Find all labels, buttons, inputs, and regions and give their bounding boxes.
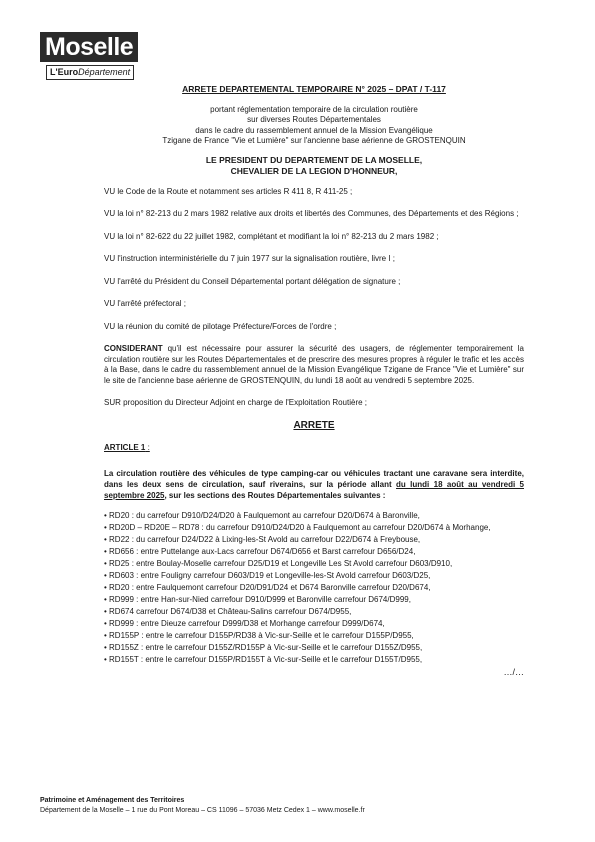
list-item: • RD656 : entre Puttelange aux-Lacs carrefour D674/D656 et Barst carrefour D656/D24,: [104, 546, 416, 556]
logo-tagline: [46, 65, 134, 80]
vu-clause: VU la loi n° 82-213 du 2 mars 1982 relative aux droits et libertés des Communes, des Départements et des Régions ;: [104, 209, 519, 218]
considerant-label: CONSIDERANT: [104, 344, 163, 353]
president-line: CHEVALIER DE LA LEGION D'HONNEUR,: [230, 165, 398, 176]
article-heading: [104, 443, 524, 454]
vu-clause: VU l'arrêté préfectoral ;: [104, 299, 187, 308]
subject-line: portant réglementation temporaire de la circulation routière: [210, 104, 418, 114]
sur-clause: SUR proposition du Directeur Adjoint en charge de l'Exploitation Routière ;: [104, 398, 368, 407]
article-rule: [104, 468, 524, 501]
vu-clause: VU l'instruction interministérielle du 7 juin 1977 sur la signalisation routière, livre I ;: [104, 254, 395, 263]
article-colon: :: [145, 443, 150, 452]
list-item: • RD20 : du carrefour D910/D24/D20 à Faulquemont au carrefour D20/D674 à Baronville,: [104, 510, 420, 520]
document-body: [104, 84, 524, 678]
list-item: • RD25 : entre Boulay-Moselle carrefour D25/D19 et Longeville Les St Avold carrefour D603/D910,: [104, 558, 453, 568]
president-line: LE PRESIDENT DU DEPARTEMENT DE LA MOSELLE,: [205, 154, 423, 165]
list-item: • RD20D – RD20E – RD78 : du carrefour D910/D24/D20 à Faulquemont au carrefour D20/D674 à Morhange,: [104, 522, 491, 532]
document-subject: [104, 105, 524, 147]
list-item: • RD999 : entre Han-sur-Nied carrefour D910/D999 et Baronville carrefour D674/D999,: [104, 594, 411, 604]
list-item: • RD999 : entre Dieuze carrefour D999/D38 et Morhange carrefour D999/D674,: [104, 618, 385, 628]
rule-text-end: , sur les sections des Routes Départementales suivantes :: [164, 490, 386, 500]
subject-line: Tzigane de France "Vie et Lumière" sur l'ancienne base aérienne de GROSTENQUIN: [162, 136, 466, 145]
document-title: ARRETE DEPARTEMENTAL TEMPORAIRE N° 2025 – DPAT / T-117: [182, 84, 446, 94]
considerant-clause: [104, 344, 524, 386]
logo-tagline-suffix: Département: [78, 67, 131, 77]
footer-service: Patrimoine et Aménagement des Territoires: [40, 797, 185, 804]
logo-wordmark: Moselle: [40, 32, 138, 62]
vu-clause: VU la réunion du comité de pilotage Préfecture/Forces de l'ordre ;: [104, 321, 337, 331]
list-item: • RD674 carrefour D674/D38 et Château-Salins carrefour D674/D955,: [104, 606, 352, 616]
road-section-list: [104, 511, 524, 666]
vu-clause: VU la loi n° 82-622 du 22 juillet 1982, complétant et modifiant la loi n° 82-213 du 2 mars 1982 ;: [104, 231, 439, 241]
logo-tagline-prefix: L'Euro: [50, 67, 79, 77]
department-logo: [40, 32, 144, 80]
article-label: ARTICLE 1: [104, 443, 146, 452]
subject-line: dans le cadre du rassemblement annuel de la Mission Evangélique: [195, 125, 433, 135]
vu-clause: VU le Code de la Route et notamment ses articles R 411 8, R 411-25 ;: [104, 186, 353, 196]
rule-text-start: La circulation routière des véhicules de type camping-car ou véhicules tractant une caravane sera interdite, dans les deux sens de circulation, sauf riverains, sur la période allant: [104, 468, 524, 489]
page-footer: [40, 796, 365, 816]
considerant-text: qu'il est nécessaire pour assurer la sécurité des usagers, de réglementer temporairement la circulation routière sur les Routes Départementales et de prescrire des mesures propres à réguler le trafic et les accès à la Base, dans le cadre du rassemblement annuel de la Mission Evangélique Tzigane de France "Vie et Lumière" sur le site de l'ancienne base aérienne de GROSTENQUIN, du lundi 18 août au vendredi 5 septembre 2025.: [104, 344, 524, 385]
subject-line: sur diverses Routes Départementales: [247, 115, 381, 124]
list-item: • RD155T : entre le carrefour D155P/RD155T à Vic-sur-Seille et le carrefour D155T/D955,: [104, 654, 423, 664]
list-item: • RD20 : entre Faulquemont carrefour D20/D91/D24 et D674 Baronville carrefour D20/D674,: [104, 582, 431, 592]
rule-period: du lundi 18 août au vendredi 5 septembre 2025: [104, 479, 524, 500]
arrete-heading: ARRETE: [293, 419, 335, 431]
list-item: • RD155Z : entre le carrefour D155Z/RD155P à Vic-sur-Seille et le carrefour D155Z/D955,: [104, 642, 423, 652]
list-item: • RD155P : entre le carrefour D155P/RD38 à Vic-sur-Seille et le carrefour D155P/D955,: [104, 630, 414, 640]
president-heading: [104, 155, 524, 177]
vu-clause: VU l'arrêté du Président du Conseil Départemental portant délégation de signature ;: [104, 276, 401, 286]
footer-address: Département de la Moselle – 1 rue du Pont Moreau – CS 11096 – 57036 Metz Cedex 1 – www.moselle.fr: [40, 807, 365, 814]
continuation-mark: …/…: [503, 667, 524, 677]
list-item: • RD603 : entre Fouligny carrefour D603/D19 et Longeville-les-St Avold carrefour D603/D25,: [104, 570, 431, 580]
list-item: • RD22 : du carrefour D24/D22 à Lixing-les-St Avold au carrefour D22/D674 à Freybouse,: [104, 534, 421, 544]
